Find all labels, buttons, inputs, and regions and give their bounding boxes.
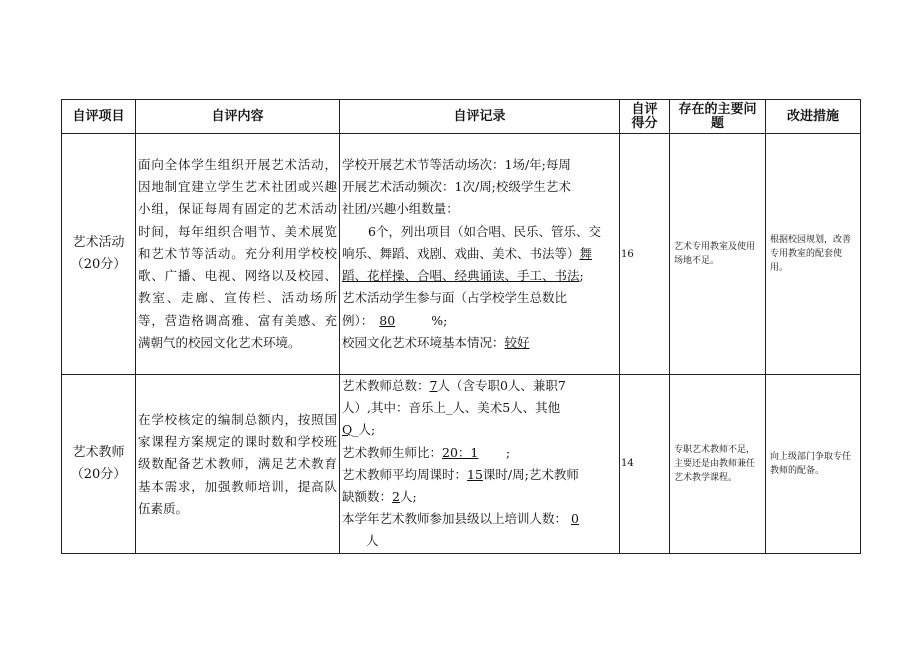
record-line: 艺术教师总数：7人（含专职0人、兼职7 <box>342 378 566 393</box>
record-line: 艺术教师平均周课时：15课时/周;艺术教师 <box>342 466 579 482</box>
row-record <box>340 375 620 554</box>
row-score: 16 <box>620 134 670 375</box>
row-content: 面向全体学生组织开展艺术活动，因地制宜建立学生艺术社团或兴趣小组，保证每周有固定的艺术活动时间，每年组织合唱节、美术展览和艺术节等活动。充分利用学校校歌、广播、电视、网络以及校园、教室、走廊、宣传栏、活动场所等，营造格调高雅、富有美感、充满朝气的校园文化艺术环境。 <box>136 134 340 375</box>
record-line: 人）,其中：音乐上_人、美术5人、其他 <box>342 400 561 416</box>
header-measure: 改进措施 <box>766 100 861 134</box>
record-line: 艺术活动学生参与面（占学校学生总数比 <box>342 290 568 306</box>
record-line: Q_人; <box>342 422 376 438</box>
table-header-row <box>62 100 861 134</box>
row-problem: 艺术专用教室及使用场地不足。 <box>670 134 766 375</box>
header-problem: 存在的主要问题 <box>670 100 766 134</box>
row-item: 艺术教师（20分） <box>62 375 136 554</box>
header-record: 自评记录 <box>340 100 620 134</box>
record-line: 人 <box>366 533 379 549</box>
header-content: 自评内容 <box>136 100 340 134</box>
record-line: 6个，列出项目（如合唱、民乐、管乐、交 <box>368 223 601 239</box>
header-score: 自评得分 <box>620 100 670 134</box>
row-record <box>340 134 620 375</box>
table-row <box>62 134 861 375</box>
record-line: 学校开展艺术节等活动场次：1场/年;每周 <box>342 157 571 173</box>
self-evaluation-table <box>61 99 861 554</box>
table-row <box>62 375 861 554</box>
header-item: 自评项目 <box>62 100 136 134</box>
record-line: 缺额数：2人; <box>342 489 417 505</box>
row-problem: 专职艺术教师不足，主要还是由教师兼任艺术教学课程。 <box>670 375 766 554</box>
record-line: 开展艺术活动频次：1次/周;校级学生艺术 <box>342 179 571 195</box>
row-content: 在学校核定的编制总额内，按照国家课程方案规定的课时数和学校班级数配备艺术教师，满足艺术教育基本需求，加强教师培训，提高队伍素质。 <box>136 375 340 554</box>
record-line: 艺术教师生师比：20：1 ; <box>342 444 511 460</box>
row-measure: 根据校园规划，改善专用教室的配套使用。 <box>766 134 861 375</box>
row-item: 艺术活动（20分） <box>62 134 136 375</box>
row-measure: 向上级部门争取专任教师的配备。 <box>766 375 861 554</box>
record-line: 校园文化艺术环境基本情况：较好 <box>342 334 530 350</box>
record-line: 响乐、舞蹈、戏剧、戏曲、美术、书法等）舞 <box>342 245 593 261</box>
record-line: 社团/兴趣小组数量： <box>342 201 459 217</box>
record-line: 例）： 80 %; <box>342 312 448 328</box>
row-score: 14 <box>620 375 670 554</box>
record-line: 本学年艺术教师参加县级以上培训人数： 0 <box>342 511 579 527</box>
record-line: 蹈、花样操、合唱、经典诵读、手工、书法; <box>342 268 584 284</box>
